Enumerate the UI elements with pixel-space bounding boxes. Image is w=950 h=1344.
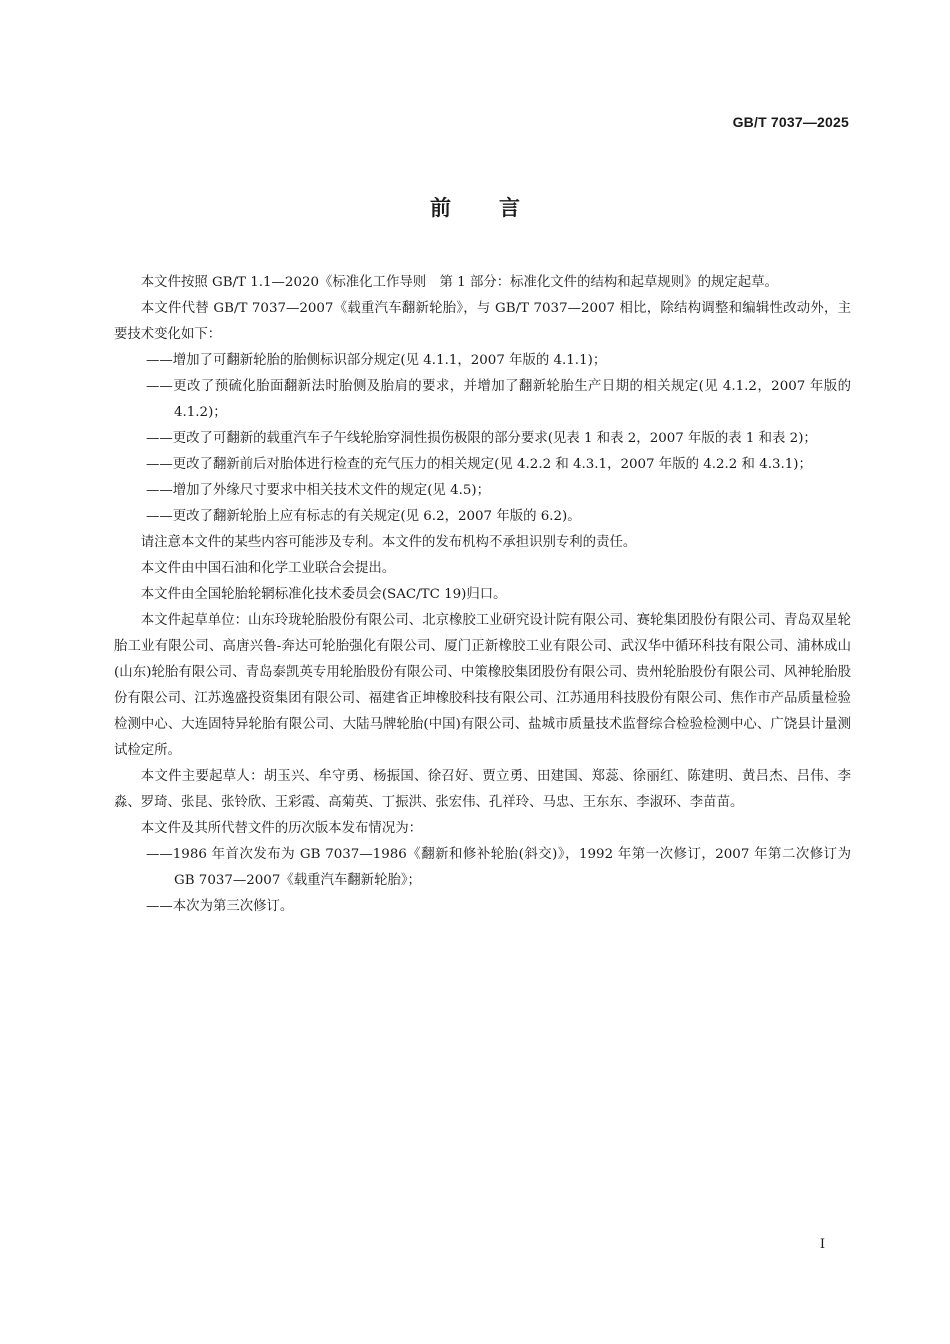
- change-item: ——更改了预硫化胎面翻新法时胎侧及胎肩的要求，并增加了翻新轮胎生产日期的相关规定(见 4.1.2，2007 年版的 4.1.2)；: [146, 379, 851, 420]
- standard-code: GB/T 7037—2025: [732, 114, 849, 130]
- change-item: ——更改了翻新轮胎上应有标志的有关规定(见 6.2，2007 年版的 6.2)。: [146, 509, 581, 524]
- page-title: 前言: [430, 196, 568, 220]
- change-item: ——更改了翻新前后对胎体进行检查的充气压力的相关规定(见 4.2.2 和 4.3.1，2007 年版的 4.2.2 和 4.3.1)；: [146, 457, 812, 472]
- paragraph-drafting-rules: 本文件按照 GB/T 1.1—2020《标准化工作导则 第 1 部分：标准化文件的结构和起草规则》的规定起草。: [140, 275, 778, 290]
- history-item: ——1986 年首次发布为 GB 7037—1986《翻新和修补轮胎(斜交)》，1992 年第一次修订，2007 年第二次修订为 GB 7037—2007《载重汽车翻新轮胎》；: [146, 847, 851, 888]
- drafting-units: 本文件起草单位：山东玲珑轮胎股份有限公司、北京橡胶工业研究设计院有限公司、赛轮集团股份有限公司、青岛双星轮胎工业有限公司、高唐兴鲁-奔达可轮胎强化有限公司、厦门正新橡胶工业有限公司、武汉华中循环科技有限公司、浦林成山(山东)轮胎有限公司、青岛泰凯英专用轮胎股份有限公司、中策橡胶集团股份有限公司、贵州轮胎股份有限公司、风神轮胎股份有限公司、江苏逸盛投资集团有限公司、福建省正坤橡胶科技有限公司、江苏通用科技股份有限公司、焦作市产品质量检验检测中心、大连固特异轮胎有限公司、大陆马牌轮胎(中国)有限公司、盐城市质量技术监督综合检验检测中心、广饶县计量测试检定所。: [114, 613, 851, 758]
- proposer-statement: 本文件由中国石油和化学工业联合会提出。: [140, 561, 396, 576]
- committee-statement: 本文件由全国轮胎轮辋标准化技术委员会(SAC/TC 19)归口。: [140, 587, 507, 602]
- change-item: ——更改了可翻新的载重汽车子午线轮胎穿洞性损伤极限的部分要求(见表 1 和表 2，2007 年版的表 1 和表 2)；: [146, 431, 817, 446]
- patent-notice: 请注意本文件的某些内容可能涉及专利。本文件的发布机构不承担识别专利的责任。: [140, 535, 637, 550]
- drafting-persons: 本文件主要起草人：胡玉兴、牟守勇、杨振国、徐召好、贾立勇、田建国、郑蕊、徐丽红、陈建明、黄吕杰、吕伟、李淼、罗琦、张昆、张铃欣、王彩霞、高菊英、丁振洪、张宏伟、孔祥玲、马忠、王东东、李淑环、李苗苗。: [114, 769, 851, 810]
- history-intro: 本文件及其所代替文件的历次版本发布情况为：: [140, 821, 422, 836]
- change-item: ——增加了可翻新轮胎的胎侧标识部分规定(见 4.1.1，2007 年版的 4.1.1)；: [146, 353, 607, 368]
- history-item: ——本次为第三次修订。: [146, 899, 294, 914]
- document-body: [114, 270, 851, 920]
- page-number: I: [819, 1237, 825, 1252]
- paragraph-replacement: 本文件代替 GB/T 7037—2007《载重汽车翻新轮胎》，与 GB/T 7037—2007 相比，除结构调整和编辑性改动外，主要技术变化如下：: [114, 301, 851, 342]
- change-item: ——增加了外缘尺寸要求中相关技术文件的规定(见 4.5)；: [146, 483, 490, 498]
